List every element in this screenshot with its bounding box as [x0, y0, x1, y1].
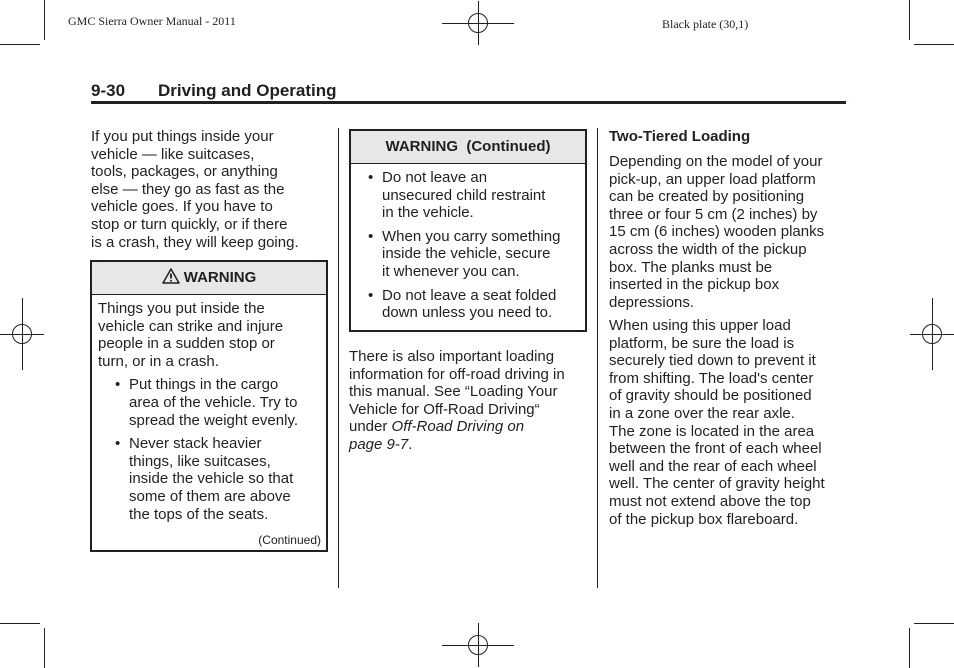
two-tiered-paragraph-2: When using this upper load platform, be sure the load is securely tied down to prevent it from shifting. The load's center of gravity should be positioned in a zone over the rear axle. The zone is located in the area between the front of each wheel well and the rear of each wheel well. The center of gravity height must not extend above the top of the pickup box flareboard. [609, 317, 825, 528]
warning-continued-header: WARNING (Continued) [351, 131, 585, 164]
column-divider [597, 128, 598, 588]
warning-triangle-icon [162, 268, 180, 284]
crop-mark [0, 44, 40, 45]
crop-mark [914, 44, 954, 45]
cross-reference-link[interactable]: Off-Road Driving on [391, 418, 525, 436]
crop-mark [0, 623, 40, 624]
warning-box [90, 260, 328, 552]
subsection-heading: Two-Tiered Loading [609, 128, 751, 145]
slug-right: Black plate (30,1) [662, 17, 749, 31]
warning-body: Things you put inside the vehicle can strike and injure people in a sudden stop or turn, or in a crash. [98, 300, 284, 370]
registration-mark-top [442, 1, 514, 45]
registration-mark-left [0, 298, 44, 370]
warning-bullet: • When you carry something inside the vehicle, secure it whenever you can. [358, 228, 579, 281]
warning-bullet: • Put things in the cargo area of the vehicle. Try to spread the weight evenly. [105, 376, 320, 429]
crop-mark [44, 0, 45, 40]
warning-bullet: • Do not leave an unsecured child restraint in the vehicle. [358, 169, 579, 222]
warning-bullet: • Do not leave a seat folded down unless you need to. [358, 287, 579, 322]
crop-mark [914, 623, 954, 624]
column-divider [338, 128, 339, 588]
registration-mark-bottom [442, 623, 514, 667]
section-title: Driving and Operating [158, 81, 337, 100]
loading-info-paragraph: There is also important loading information for off-road driving in this manual. See “Loading Your Vehicle for Off-Road Driving“ under Off-Road Driving on page 9-7. [349, 348, 565, 453]
intro-paragraph: If you put things inside your vehicle — like suitcases, tools, packages, or anything else — they go as fast as the vehicle goes. If you have to stop or turn quickly, or if there is a crash, they will keep going. [91, 128, 299, 251]
warning-bullet: • Never stack heavier things, like suitcases, inside the vehicle so that some of them are above the tops of the seats. [105, 435, 320, 523]
crop-mark [44, 628, 45, 668]
header-rule [91, 101, 846, 104]
warning-header [92, 262, 326, 295]
crop-mark [909, 0, 910, 40]
page-number: 9-30 [91, 81, 126, 100]
warning-title: WARNING [183, 269, 257, 286]
crop-mark [909, 628, 910, 668]
two-tiered-paragraph-1: Depending on the model of your pick-up, an upper load platform can be created by positioning three or four 5 cm (2 inches) by 15 cm (6 inches) wooden planks across the width of the pickup box. The planks must be inserted in the pickup box depressions. [609, 153, 825, 311]
slug-left: GMC Sierra Owner Manual - 2011 [68, 14, 236, 28]
continued-note: (Continued) [258, 533, 321, 547]
warning-continued-box [349, 129, 587, 332]
cross-reference-page-link[interactable]: page 9-7 [349, 435, 409, 453]
registration-mark-right [910, 298, 954, 370]
